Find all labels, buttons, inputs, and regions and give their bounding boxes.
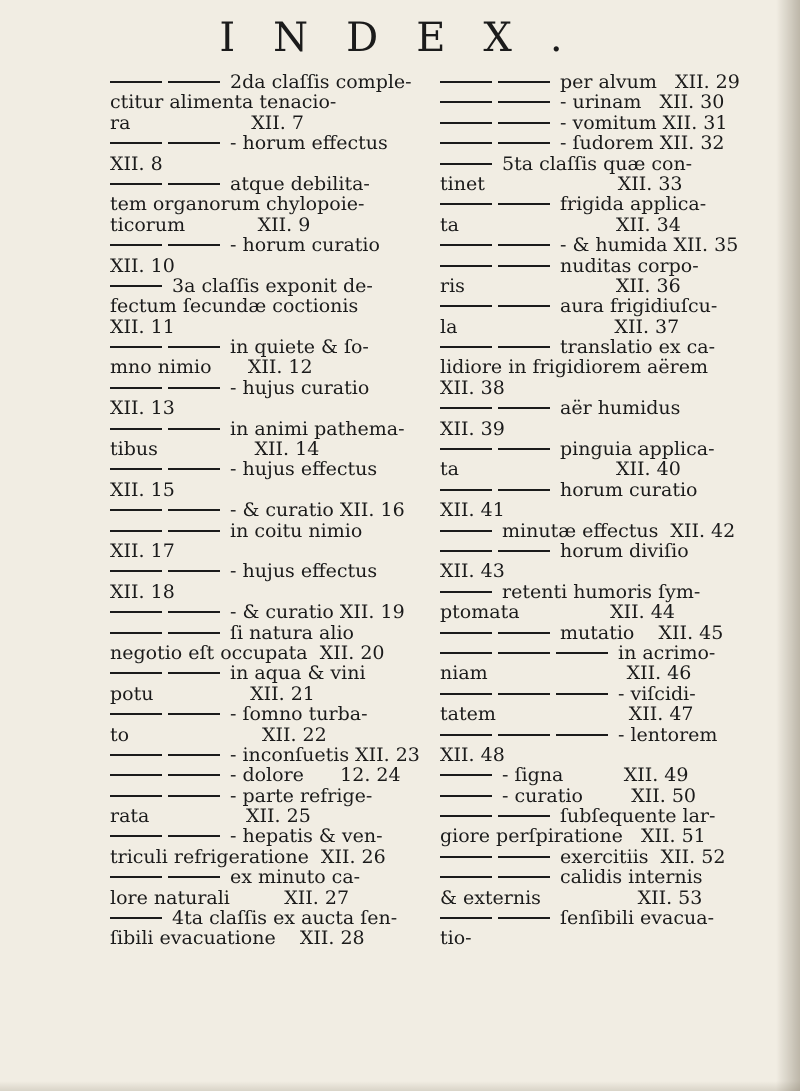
ditto-dash <box>556 652 608 654</box>
index-column-left <box>110 72 426 949</box>
ditto-dash <box>440 530 492 532</box>
index-entry-line <box>440 357 770 377</box>
index-entry-text: horum diviſio <box>560 539 689 562</box>
index-entry-line <box>440 378 770 398</box>
index-entry-text: ta XII. 40 <box>440 458 681 481</box>
index-entry-line <box>110 398 426 418</box>
index-entry-text: aër humidus <box>560 397 681 420</box>
index-entry-line <box>110 663 426 683</box>
index-entry-line <box>110 888 426 908</box>
index-entry-text: minutæ effectus XII. 42 <box>502 519 736 542</box>
index-entry-line <box>440 113 770 133</box>
index-entry-text: - ſigna XII. 49 <box>502 764 689 787</box>
ditto-dash <box>440 244 492 246</box>
ditto-dash <box>440 876 492 878</box>
index-entry-text: 5ta claſſis quæ con- <box>502 152 693 175</box>
ditto-dash <box>168 530 220 532</box>
index-entry-text: tibus XII. 14 <box>110 438 320 461</box>
index-entry-text: to XII. 22 <box>110 723 327 746</box>
ditto-dash <box>168 509 220 511</box>
index-entry-line <box>440 439 770 459</box>
index-entry-text: - ſomno turba- <box>230 703 368 726</box>
index-entry-text: XII. 39 <box>440 417 505 440</box>
index-entry-line <box>440 317 770 337</box>
index-entry-text: - parte refrige- <box>230 784 373 807</box>
ditto-dash <box>168 468 220 470</box>
ditto-dash <box>498 305 550 307</box>
ditto-dash <box>498 652 550 654</box>
index-entry-text: & externis XII. 53 <box>440 886 703 909</box>
index-entry-line <box>440 623 770 643</box>
index-entry-line <box>440 419 770 439</box>
index-entry-text: XII. 8 <box>110 152 163 175</box>
index-entry-line <box>440 663 770 683</box>
index-entry-text: in animi pathema- <box>230 417 405 440</box>
index-entry-text: lore naturali XII. 27 <box>110 886 350 909</box>
ditto-dash <box>440 265 492 267</box>
index-entry-line <box>110 194 426 214</box>
ditto-dash <box>440 815 492 817</box>
ditto-dash <box>498 203 550 205</box>
index-entry-text: ticorum XII. 9 <box>110 213 311 236</box>
index-entry-line <box>110 867 426 887</box>
index-entry-text: - dolore 12. 24 <box>230 764 401 787</box>
index-entry-text: in quiete & ſo- <box>230 336 369 359</box>
ditto-dash <box>440 407 492 409</box>
index-entry-line <box>110 378 426 398</box>
ditto-dash <box>498 693 550 695</box>
index-entry-line <box>110 561 426 581</box>
index-entry-text: XII. 13 <box>110 397 175 420</box>
index-entry-line <box>110 684 426 704</box>
index-entry-text: - hujus effectus <box>230 458 378 481</box>
index-entry-text: - & curatio XII. 16 <box>230 499 405 522</box>
index-entry-line <box>440 826 770 846</box>
ditto-dash <box>110 142 162 144</box>
index-entry-text: tem organorum chylopoie- <box>110 193 365 216</box>
ditto-dash <box>498 101 550 103</box>
index-column-right <box>440 72 770 949</box>
index-entry-text: - horum curatio <box>230 234 380 257</box>
index-entry-text: in acrimo- <box>618 641 716 664</box>
ditto-dash <box>440 856 492 858</box>
index-entry-text: atque debilita- <box>230 172 370 195</box>
ditto-dash <box>440 81 492 83</box>
ditto-dash <box>110 570 162 572</box>
index-entry-line <box>440 521 770 541</box>
ditto-dash <box>110 713 162 715</box>
index-entry-line <box>110 704 426 724</box>
ditto-dash <box>168 632 220 634</box>
index-entry-line <box>110 439 426 459</box>
index-entry-line <box>110 602 426 622</box>
index-entry-text: ſenſibili evacua- <box>560 907 714 930</box>
ditto-dash <box>168 672 220 674</box>
index-entry-text: mno nimio XII. 12 <box>110 356 313 379</box>
index-entry-line <box>440 867 770 887</box>
index-entry-text: XII. 17 <box>110 539 175 562</box>
index-entry-text: potu XII. 21 <box>110 682 315 705</box>
index-entry-text: 4ta claſſis ex aucta ſen- <box>172 907 398 930</box>
index-entry-line <box>440 908 770 928</box>
index-entry-line <box>440 398 770 418</box>
index-entry-text: horum curatio <box>560 478 698 501</box>
index-entry-line <box>110 357 426 377</box>
ditto-dash <box>110 428 162 430</box>
ditto-dash <box>498 550 550 552</box>
index-entry-line <box>110 826 426 846</box>
ditto-dash <box>498 734 550 736</box>
ditto-dash <box>440 693 492 695</box>
index-entry-line <box>110 541 426 561</box>
index-entry-line <box>440 194 770 214</box>
index-entry-line <box>440 459 770 479</box>
ditto-dash <box>168 346 220 348</box>
index-entry-text: ra XII. 7 <box>110 111 304 134</box>
ditto-dash <box>440 489 492 491</box>
index-entry-text: - ſudorem XII. 32 <box>560 132 725 155</box>
ditto-dash <box>440 101 492 103</box>
index-entry-text: - hujus curatio <box>230 376 370 399</box>
ditto-dash <box>440 142 492 144</box>
ditto-dash <box>498 815 550 817</box>
index-entry-line <box>110 174 426 194</box>
ditto-dash <box>498 632 550 634</box>
index-entry-line <box>440 561 770 581</box>
index-entry-text: aura frigidiuſcu- <box>560 295 718 318</box>
ditto-dash <box>498 489 550 491</box>
ditto-dash <box>110 530 162 532</box>
index-entry-text: - curatio XII. 50 <box>502 784 697 807</box>
ditto-dash <box>168 774 220 776</box>
index-entry-line <box>440 704 770 724</box>
ditto-dash <box>498 407 550 409</box>
index-entry-line <box>440 765 770 785</box>
index-entry-line <box>440 276 770 296</box>
ditto-dash <box>440 203 492 205</box>
index-entry-line <box>110 296 426 316</box>
ditto-dash <box>498 244 550 246</box>
index-entry-line <box>440 786 770 806</box>
index-entry-line <box>440 541 770 561</box>
index-entry-line <box>440 888 770 908</box>
index-entry-text: ſi natura alio <box>230 621 354 644</box>
ditto-dash <box>110 835 162 837</box>
page-header <box>0 10 800 66</box>
ditto-dash <box>110 183 162 185</box>
ditto-dash <box>440 346 492 348</box>
index-entry-line <box>440 215 770 235</box>
ditto-dash <box>440 305 492 307</box>
index-entry-line <box>110 72 426 92</box>
ditto-dash <box>440 774 492 776</box>
ditto-dash <box>168 713 220 715</box>
ditto-dash <box>556 693 608 695</box>
index-entry-line <box>440 684 770 704</box>
ditto-dash <box>110 468 162 470</box>
index-entry-line <box>110 806 426 826</box>
ditto-dash <box>110 774 162 776</box>
index-entry-text: - viſcidi- <box>618 682 696 705</box>
index-entry-text: XII. 48 <box>440 743 505 766</box>
index-entry-text: XII. 15 <box>110 478 175 501</box>
ditto-dash <box>168 795 220 797</box>
index-entry-line <box>440 92 770 112</box>
index-entry-text: pinguia applica- <box>560 438 715 461</box>
index-entry-text: - hujus effectus <box>230 560 378 583</box>
index-entry-text: calidis internis <box>560 866 703 889</box>
index-entry-line <box>110 643 426 663</box>
index-entry-line <box>110 215 426 235</box>
ditto-dash <box>168 244 220 246</box>
index-entry-text: - hepatis & ven- <box>230 825 383 848</box>
index-entry-line <box>110 500 426 520</box>
index-entry-line <box>110 276 426 296</box>
index-entry-line <box>440 480 770 500</box>
index-entry-text: exercitiis XII. 52 <box>560 845 726 868</box>
ditto-dash <box>168 142 220 144</box>
index-entry-text: niam XII. 46 <box>440 662 692 685</box>
index-entry-line <box>440 256 770 276</box>
index-entry-text: - urinam XII. 30 <box>560 91 725 114</box>
page-edge-shadow <box>776 0 800 1091</box>
index-entry-line <box>110 92 426 112</box>
index-entry-line <box>110 623 426 643</box>
index-entry-line <box>110 745 426 765</box>
page-bottom-shadow <box>0 1081 800 1091</box>
ditto-dash <box>498 122 550 124</box>
index-entry-line <box>440 582 770 602</box>
ditto-dash <box>440 122 492 124</box>
index-entry-text: - vomitum XII. 31 <box>560 111 728 134</box>
ditto-dash <box>498 346 550 348</box>
ditto-dash <box>498 142 550 144</box>
index-entry-line <box>110 786 426 806</box>
index-entry-line <box>440 235 770 255</box>
index-entry-text: ex minuto ca- <box>230 866 361 889</box>
ditto-dash <box>168 81 220 83</box>
ditto-dash <box>168 183 220 185</box>
index-entry-line <box>440 806 770 826</box>
index-entry-line <box>440 847 770 867</box>
index-entry-text: 3a claſſis exponit de- <box>172 274 373 297</box>
index-entry-text: per alvum XII. 29 <box>560 71 740 93</box>
index-entry-text: ſubſequente lar- <box>560 805 716 828</box>
index-entry-line <box>110 725 426 745</box>
index-entry-line <box>110 582 426 602</box>
index-entry-text: - inconſuetis XII. 23 <box>230 743 420 766</box>
ditto-dash <box>110 795 162 797</box>
ditto-dash <box>440 448 492 450</box>
index-entry-text: - lentorem <box>618 723 718 746</box>
ditto-dash <box>168 387 220 389</box>
index-entry-text: - & curatio XII. 19 <box>230 601 405 624</box>
index-entry-line <box>440 337 770 357</box>
index-entry-text: XII. 18 <box>110 580 175 603</box>
ditto-dash <box>110 917 162 919</box>
ditto-dash <box>440 632 492 634</box>
ditto-dash <box>498 917 550 919</box>
index-entry-text: XII. 41 <box>440 499 505 522</box>
index-entry-text: in aqua & vini <box>230 662 366 685</box>
ditto-dash <box>168 570 220 572</box>
index-entry-line <box>110 765 426 785</box>
index-entry-text: translatio ex ca- <box>560 336 716 359</box>
ditto-dash <box>168 754 220 756</box>
ditto-dash <box>498 81 550 83</box>
ditto-dash <box>498 856 550 858</box>
index-entry-line <box>440 928 770 948</box>
index-entry-line <box>110 908 426 928</box>
index-entry-text: 2da claſſis comple- <box>230 71 412 93</box>
ditto-dash <box>110 876 162 878</box>
index-entry-text: XII. 11 <box>110 315 175 338</box>
ditto-dash <box>110 754 162 756</box>
index-entry-line <box>440 154 770 174</box>
ditto-dash <box>498 265 550 267</box>
index-entry-text: lidiore in frigidiorem aërem <box>440 356 708 379</box>
index-entry-text: XII. 43 <box>440 560 505 583</box>
index-entry-text: giore perſpiratione XII. 51 <box>440 825 706 848</box>
index-entry-text: tinet XII. 33 <box>440 172 683 195</box>
ditto-dash <box>110 387 162 389</box>
index-entry-text: tio- <box>440 927 472 950</box>
index-entry-text: triculi refrigeratione XII. 26 <box>110 845 386 868</box>
ditto-dash <box>168 876 220 878</box>
index-entry-line <box>440 725 770 745</box>
index-entry-text: fectum ſecundæ coctionis <box>110 295 359 318</box>
index-entry-line <box>110 419 426 439</box>
ditto-dash <box>110 81 162 83</box>
index-entry-text: ctitur alimenta tenacio- <box>110 91 337 114</box>
index-entry-line <box>440 643 770 663</box>
ditto-dash <box>110 611 162 613</box>
index-entry-text: rata XII. 25 <box>110 805 311 828</box>
index-entry-text: - horum effectus <box>230 132 388 155</box>
index-entry-text: ſibili evacuatione XII. 28 <box>110 927 365 950</box>
index-entry-line <box>110 337 426 357</box>
index-entry-text: ris XII. 36 <box>440 274 681 297</box>
index-entry-text: frigida applica- <box>560 193 707 216</box>
ditto-dash <box>440 591 492 593</box>
ditto-dash <box>110 632 162 634</box>
index-entry-line <box>110 113 426 133</box>
index-entry-text: ta XII. 34 <box>440 213 681 236</box>
index-entry-line <box>110 521 426 541</box>
index-entry-line <box>110 133 426 153</box>
index-entry-line <box>110 459 426 479</box>
index-entry-line <box>440 500 770 520</box>
ditto-dash <box>556 734 608 736</box>
index-entry-text: mutatio XII. 45 <box>560 621 724 644</box>
index-entry-line <box>110 480 426 500</box>
index-entry-line <box>110 256 426 276</box>
index-entry-line <box>440 174 770 194</box>
ditto-dash <box>498 876 550 878</box>
index-entry-line <box>110 317 426 337</box>
index-entry-line <box>110 847 426 867</box>
index-entry-text: XII. 38 <box>440 376 505 399</box>
ditto-dash <box>110 244 162 246</box>
index-entry-line <box>440 133 770 153</box>
index-entry-line <box>440 296 770 316</box>
page-title: INDEX. <box>219 15 601 61</box>
index-entry-text: ptomata XII. 44 <box>440 601 675 624</box>
ditto-dash <box>168 835 220 837</box>
index-entry-text: nuditas corpo- <box>560 254 699 277</box>
ditto-dash <box>168 428 220 430</box>
index-entry-text: in coitu nimio <box>230 519 363 542</box>
index-entry-line <box>110 928 426 948</box>
index-entry-line <box>110 235 426 255</box>
index-entry-line <box>440 745 770 765</box>
ditto-dash <box>440 795 492 797</box>
ditto-dash <box>168 611 220 613</box>
index-entry-line <box>110 154 426 174</box>
index-entry-text: - & humida XII. 35 <box>560 234 739 257</box>
index-entry-text: negotio eſt occupata XII. 20 <box>110 641 385 664</box>
ditto-dash <box>440 550 492 552</box>
ditto-dash <box>440 917 492 919</box>
ditto-dash <box>440 734 492 736</box>
index-entry-text: la XII. 37 <box>440 315 680 338</box>
index-entry-line <box>440 602 770 622</box>
ditto-dash <box>498 448 550 450</box>
index-entry-text: retenti humoris ſym- <box>502 580 701 603</box>
ditto-dash <box>110 285 162 287</box>
ditto-dash <box>440 163 492 165</box>
ditto-dash <box>110 346 162 348</box>
ditto-dash <box>440 652 492 654</box>
index-entry-line <box>440 72 770 92</box>
ditto-dash <box>110 509 162 511</box>
index-entry-text: XII. 10 <box>110 254 175 277</box>
ditto-dash <box>110 672 162 674</box>
index-entry-text: tatem XII. 47 <box>440 703 694 726</box>
